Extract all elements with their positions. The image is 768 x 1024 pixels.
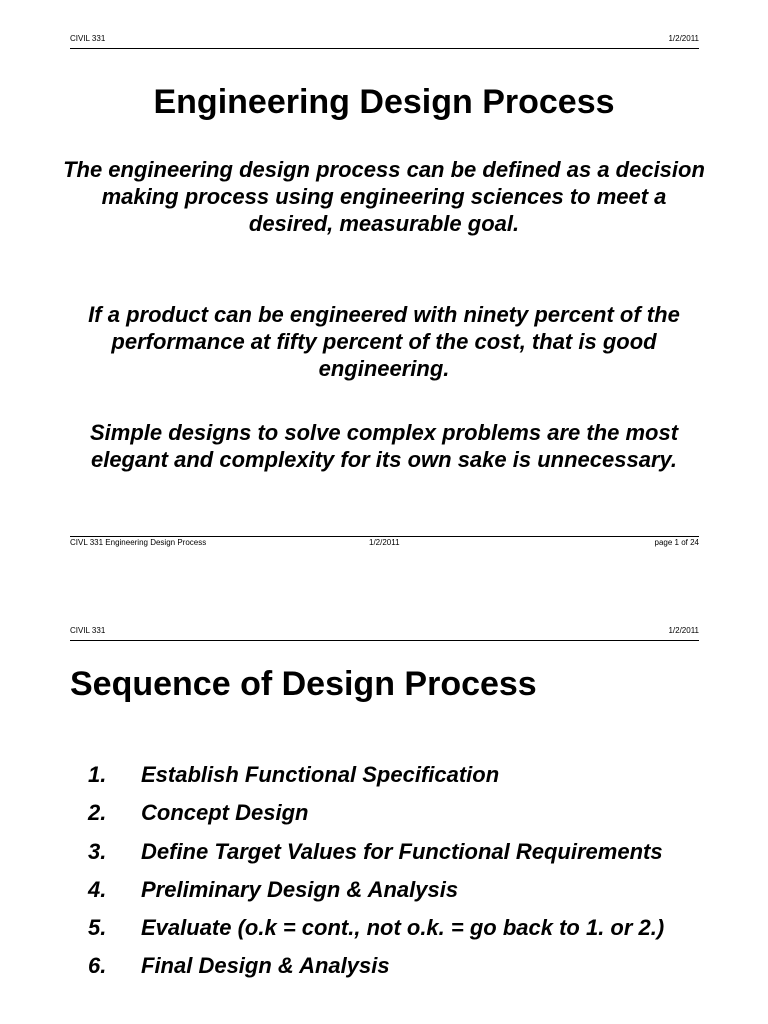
footer-page-number: page 1 of 24 [654, 538, 699, 547]
section-title: Sequence of Design Process [70, 665, 537, 703]
step-number: 4. [88, 876, 107, 902]
header-course: CIVIL 331 [70, 34, 106, 43]
step-text: Preliminary Design & Analysis [141, 876, 459, 902]
page-title: Engineering Design Process [153, 83, 615, 121]
step-text: Define Target Values for Functional Requirements [141, 838, 663, 864]
footer-doc-title: CIVL 331 Engineering Design Process [70, 538, 207, 547]
header-date: 1/2/2011 [668, 626, 699, 635]
step-text: Establish Functional Specification [141, 762, 500, 787]
header-date: 1/2/2011 [668, 34, 699, 43]
good-engineering-paragraph: If a product can be engineered with ninety percent of the performance at fifty percent of the cost, that is good engineering. [88, 302, 680, 381]
step-number: 5. [88, 915, 107, 941]
step-number: 6. [88, 953, 107, 979]
page1-footer [70, 536, 699, 549]
step-text: Final Design & Analysis [141, 953, 390, 979]
simple-design-paragraph: Simple designs to solve complex problems are the most elegant and complexity for its own sake is unnecessary. [89, 420, 679, 472]
page2-header [70, 626, 699, 641]
step-number: 2. [88, 800, 107, 826]
step-text: Evaluate (o.k = cont., not o.k. = go back to 1. or 2.) [141, 915, 665, 941]
step-number: 1. [88, 762, 107, 787]
definition-paragraph: The engineering design process can be defined as a decision making process using engineering sciences to meet a desired, measurable goal. [63, 157, 705, 236]
footer-date: 1/2/2011 [369, 538, 400, 547]
step-number: 3. [88, 838, 107, 864]
header-course: CIVIL 331 [70, 626, 106, 635]
step-text: Concept Design [141, 800, 309, 826]
page1-header [70, 34, 699, 49]
